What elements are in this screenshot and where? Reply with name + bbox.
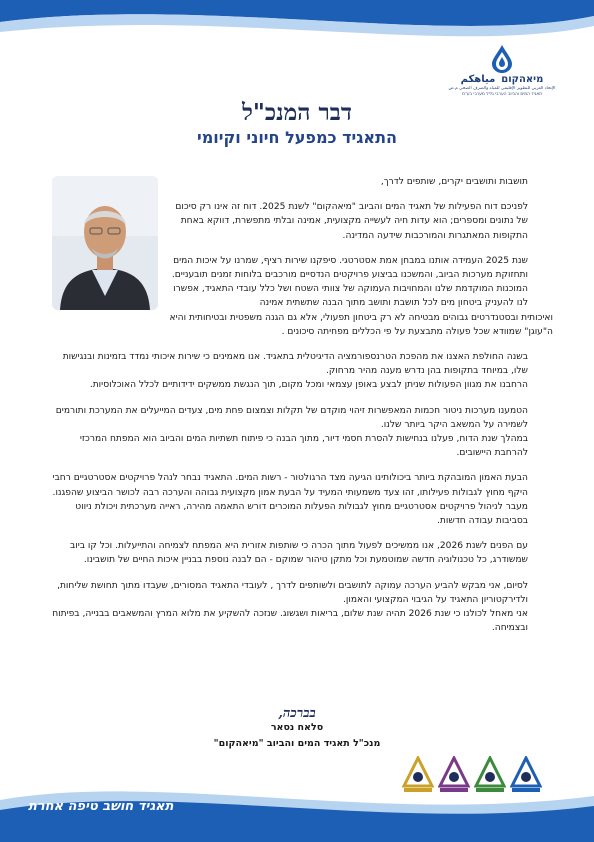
page-title: דבר המנכ"ל — [242, 99, 352, 126]
paragraph-2026: עם הפנים לשנת 2026, אנו ממשיכים לפעול מתוך הכרה כי שותפות אזורית היא המפתח לצמיחה והתייעלות. וכל קו ביוב שמשודרג, כל טכנולוגיה חדשה שמוטמעת וכל מתקן טיהור שמוקם - הם לבנה נוספת בבניין איכות החיים של תושבינו. — [69, 541, 528, 566]
paragraph-digital: בשנה החולפת האצנו את מהפכת הטרנספורמציה הדיגיטלית בתאגיד. אנו מאמינים כי שירות איכותי נמדד בזמינות ובנגישות שלו, במיוחד בתקופות בהן נדרש מענה מהיר מרחוק. — [62, 352, 528, 377]
logo-subtitle-arabic: الإتحاد العربي للتطوير الإقليمي للمياه والصرف الصحي م.ض — [448, 86, 556, 91]
water-drop-icon — [487, 44, 517, 74]
paragraph-intro: לפניכם דוח הפעילות של תאגיד המים והביוב "מיאהקום" לשנת 2025. דוח זה אינו רק סיכום של נתונים ומספרים; הוא עדות חיה לעשייה מקצועית, אמינה ובלתי מתפשרת, דווקא באחת התקופות המאתגרות והמורכבות שידעה המדינה. — [175, 202, 528, 241]
paragraph-2025-test: שנת 2025 העמידה אותנו במבחן אמת אסטרטגי. סיפקנו שירות רציף, שמרנו על איכות המים ותחזוקת מערכות הביוב, והמשכנו בביצוע פרויקטים הנדסיים מורכבים בלוחות זמנים תובעניים. המוכנות המוקדמת שלנו והמחויבות העמוקה של צוותי השטח ושל כלל עובדי התאגיד, אפשרו לנו להעניק ביטחון מים לכל תושבת ותושב מתוך הבנה שתשתית אמינה — [171, 255, 528, 309]
page-subtitle: התאגיד כמפעל חיוני וקיומי — [197, 128, 397, 147]
footer-slogan: תאגיד חושב טיפה אחרת — [28, 799, 174, 814]
paragraph-2025-test-cont: ואיכותית ובסטנדרטים גבוהים מבטיחה לא רק ביטחון תפעולי, אלא גם הגנה משפטית ובטיחותית והיא ה"עוגן" שמוודא שכל פעולה מתבצעת על פי הכללים מפחיתה סיכונים . — [169, 312, 553, 337]
company-logo — [428, 44, 576, 98]
signature-name: סלאח נסאר — [270, 722, 324, 733]
paragraph-wishes: אני מאחל לכולנו כי שנת 2026 תהיה שנת שלום, בריאות ושגשוג. שנזכה להשקיע את מלוא המרץ והמשאבים בבנייה, בפיתוח ובצמיחה. — [52, 609, 528, 634]
signature-blessing: בברכה, — [278, 706, 316, 721]
logo-name-hebrew: מיאהקום — [501, 74, 544, 85]
greeting: תושבות ותושבים יקרים, שותפים לדרך, — [380, 177, 528, 187]
letter-body — [46, 175, 553, 646]
paragraph-monitoring: הטמענו מערכות ניטור חכמות המאפשרות זיהוי מוקדם של תקלות וצמצום פחת מים, צעדים המייעלים את המערכת ותורמים לשמירה על המשאב היקר ביותר שלנו. — [55, 405, 528, 430]
paragraph-digital-cont: הרחבנו את מגוון הפעולות שניתן לבצע באופן עצמאי ומכל מקום, תוך הנגשת ממשקים ידידותיים לכלל האוכלוסיות. — [89, 380, 528, 391]
logo-name-arabic: مياهكم — [460, 74, 496, 85]
bottom-wave-decoration — [0, 752, 594, 842]
signature-role: מנכ"ל תאגיד המים והביוב "מיאהקום" — [213, 738, 381, 749]
paragraph-closing: לסיום, אני מבקש להביע הערכה עמוקה לתושבים ולשותפים לדרך , לעובדי התאגיד המסורים, שעבדו מתוך תחושת שליחות, ולדירקטוריון התאגיד על הגיבוי המקצועי והאמון. — [57, 580, 528, 605]
paragraph-housing: במהלך שנת הדוח, פעלנו בנחישות להסרת חסמי דיור, מתוך הבנה כי פיתוח תשתיות המים והביוב הוא המפתח המרכזי להרחבת היישובים. — [79, 434, 528, 459]
logo-subtitle-hebrew: תאגיד המים והביוב הערבי גליל מערבי בע"מ — [461, 92, 543, 97]
paragraph-regulator: הבעת האמון המובהקת ביותר ביכולותינו הגיעה מצד הרגולטור - רשות המים. התאגיד נבחר לנהל פרויקטים אסטרטגיים רחבי היקף מחוץ לגבולות פעילותו, זהו צעד משמעותי המעיד על הבעת אמון מקצועית גבוהה והערכה רבה לכושר הביצוע שהפגנו. מעבר לניהול פרויקטים אסטרטגיים מחוץ לגבולות הפעלות המוכרים דורש התאמה מהירה, ראייה מערכתית ויכולת ניווט בסביבות עבודה חדשות. — [52, 473, 528, 527]
